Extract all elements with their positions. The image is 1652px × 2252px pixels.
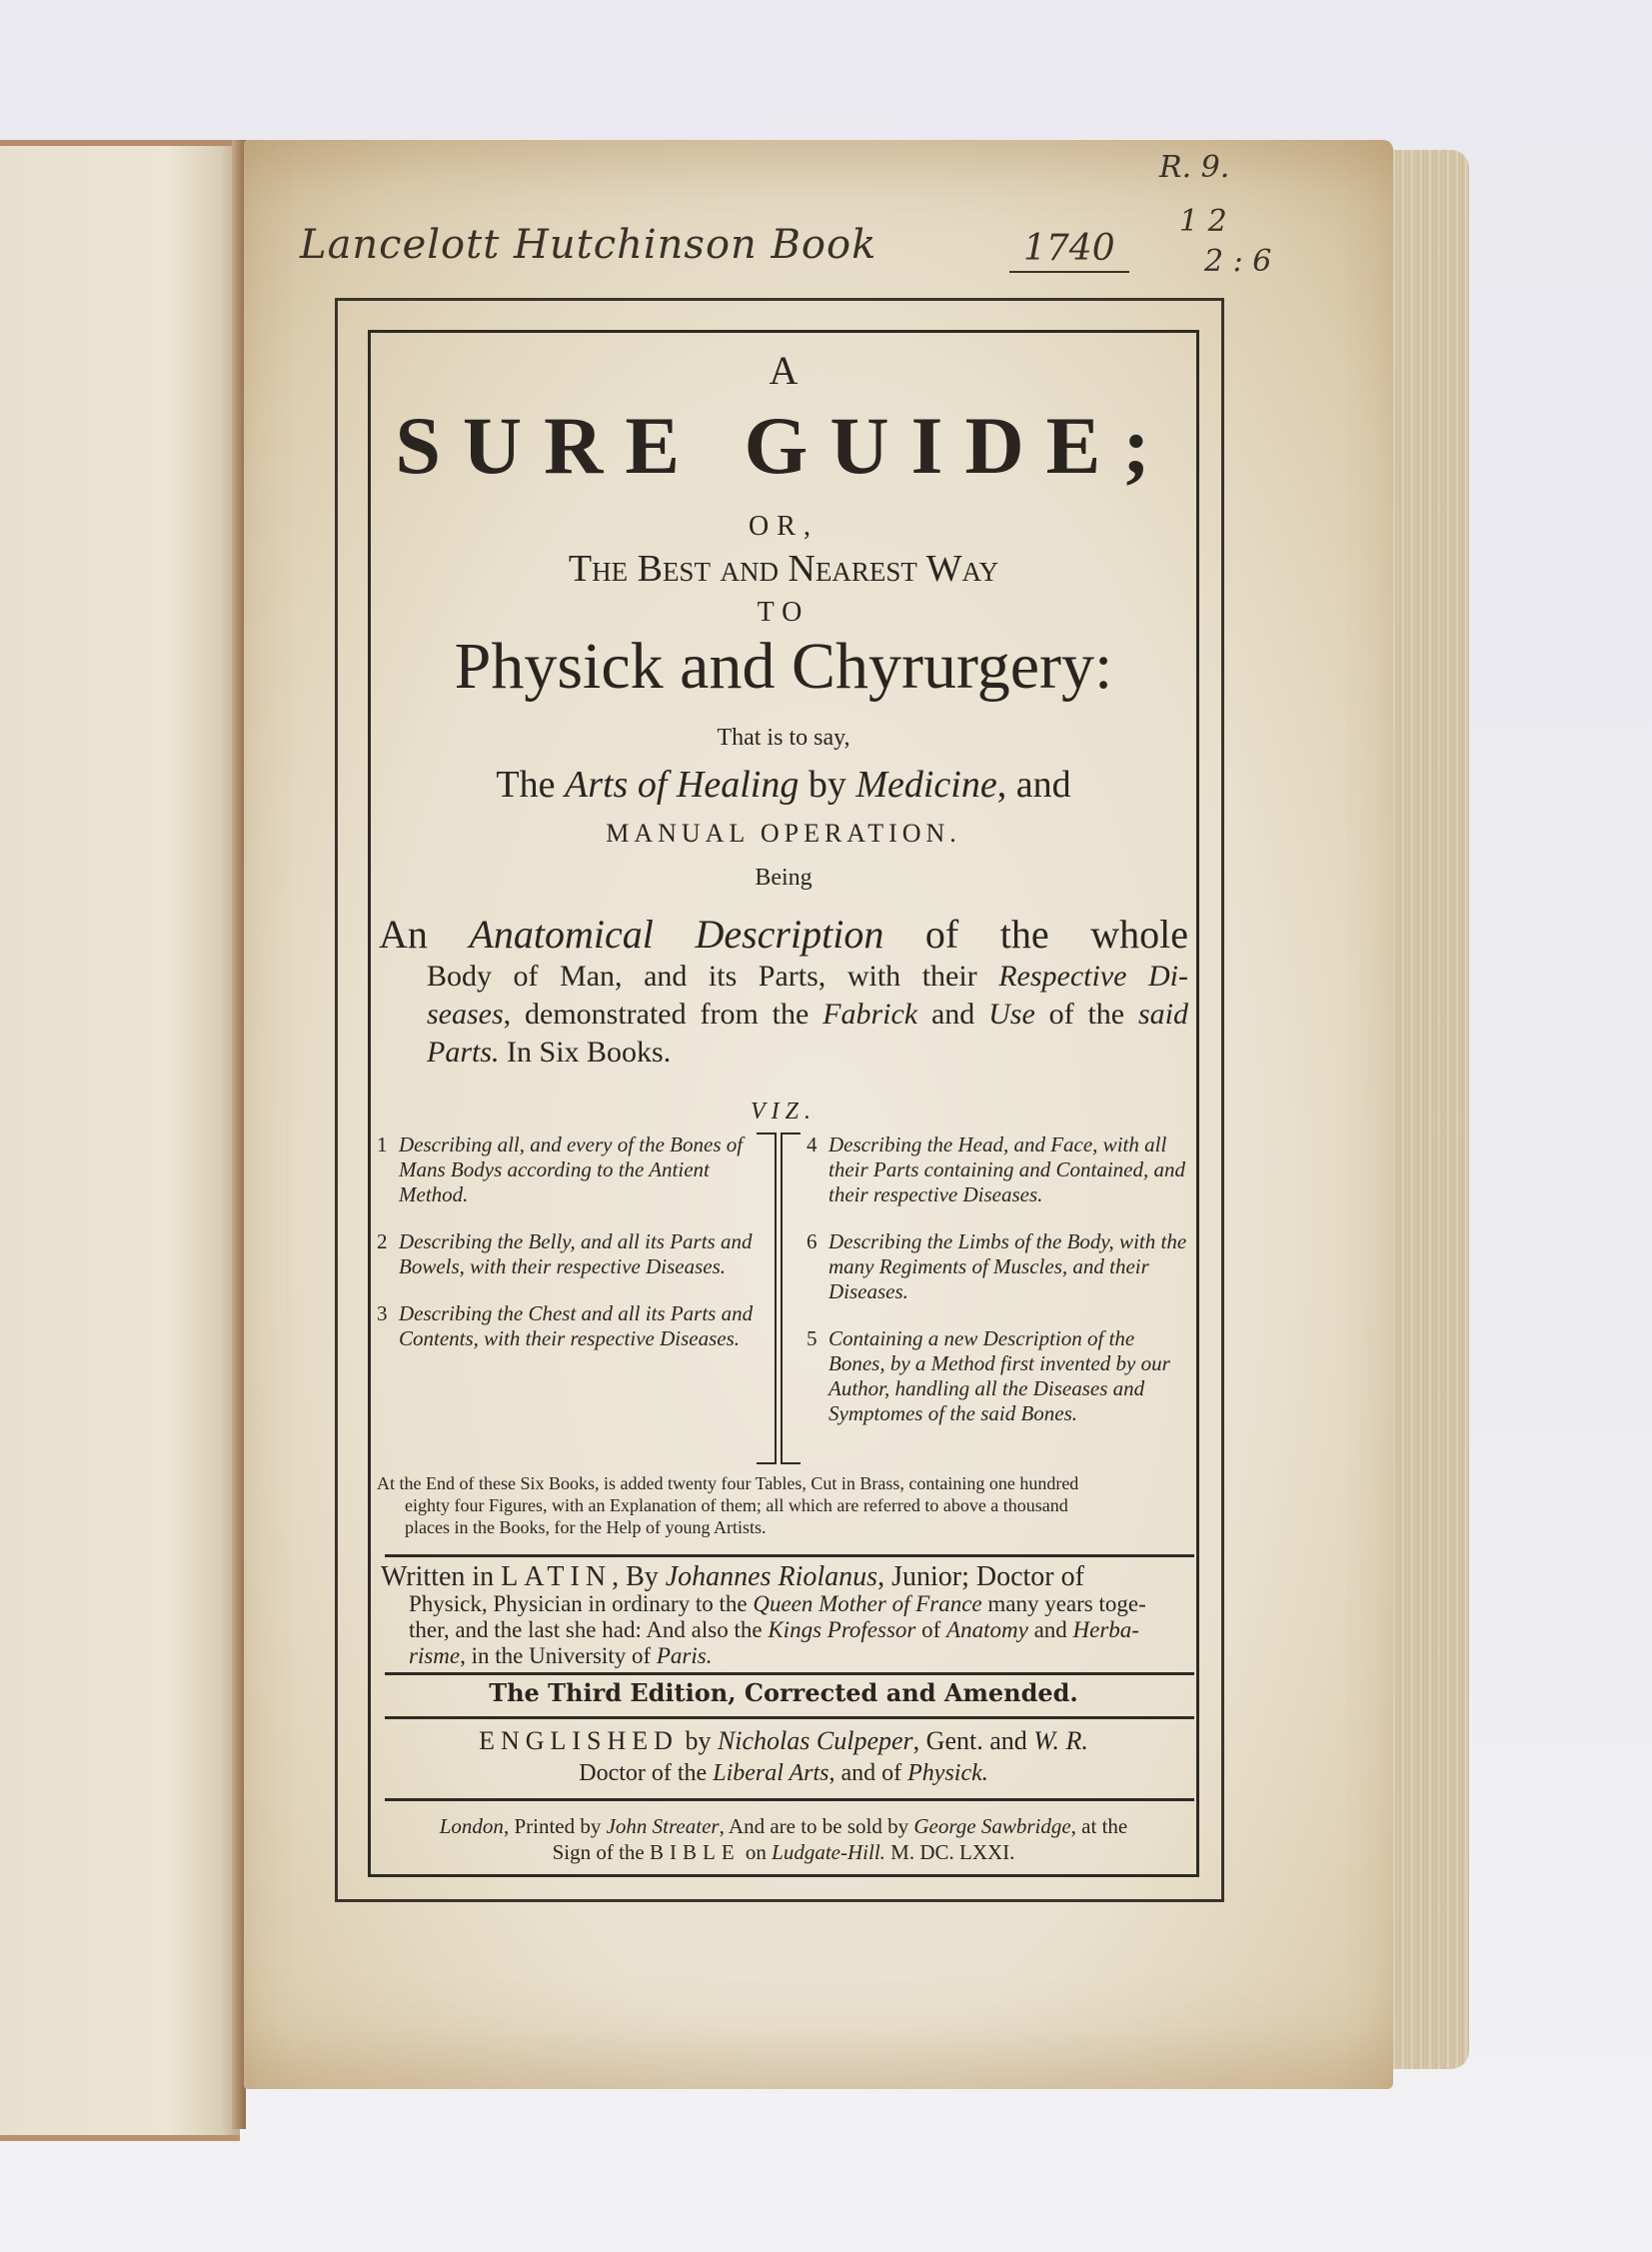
text: Medicine: [855, 764, 997, 806]
text: seases: [427, 998, 504, 1031]
owner-inscription: Lancelott Hutchinson Book: [300, 222, 877, 268]
main-title: SURE GUIDE;: [395, 400, 1172, 491]
text: and: [1027, 1617, 1073, 1642]
text: Herba-: [1072, 1617, 1139, 1642]
title-or: OR,: [749, 511, 819, 542]
text: Ludgate-Hill.: [772, 1840, 885, 1864]
shelfmark: 2 : 6: [1204, 244, 1272, 279]
title-a: A: [769, 348, 799, 393]
inscription-year: 1740: [1009, 228, 1129, 273]
left-page: [0, 140, 240, 2141]
manual-operation: MANUAL OPERATION.: [606, 819, 961, 848]
text: Physick.: [907, 1760, 988, 1786]
divider: [385, 1716, 1194, 1719]
text: Physick, Physician in ordinary to the: [409, 1591, 754, 1616]
subtitle-best-way: The Best and Nearest Way: [568, 548, 999, 590]
text: Anatomical Description: [469, 912, 884, 957]
text: Parts.: [427, 1036, 500, 1069]
book-text: Describing the Chest and all its Parts and Contents, with their respective Diseases.: [399, 1301, 754, 1350]
book-entry: [375, 1301, 755, 1351]
book-number: 1: [377, 1132, 388, 1156]
text: said: [1137, 998, 1188, 1031]
books-column-left: [375, 1132, 755, 1373]
viz: VIZ.: [751, 1099, 817, 1125]
shelfmark: 1 2: [1179, 204, 1227, 239]
text: Written in: [381, 1561, 502, 1592]
divider: [385, 1554, 1194, 1557]
book-number: 4: [807, 1132, 818, 1156]
text: of the: [1034, 998, 1138, 1031]
text: , And are to be sold by: [719, 1814, 914, 1838]
authorship-line: [381, 1561, 1190, 1592]
subtitle-physick: Physick and Chyrurgery:: [454, 630, 1113, 703]
title-to: TO: [757, 597, 811, 628]
text: BIBLE: [650, 1840, 741, 1864]
seller-name: George Sawbridge: [913, 1814, 1071, 1838]
text: risme: [409, 1643, 461, 1668]
text: on: [740, 1840, 773, 1864]
text: , in the University of: [460, 1643, 657, 1668]
text: An: [379, 912, 470, 957]
translator-line: [371, 1760, 1196, 1787]
authorship-line: [381, 1617, 1190, 1643]
text: by: [678, 1726, 718, 1755]
text: Body of Man, and its Parts, with their: [427, 960, 999, 993]
shelfmark: R. 9.: [1159, 150, 1230, 185]
book-text: Describing all, and every of the Bones of Mans Bodys according to the Antient Method.: [399, 1132, 744, 1206]
edition-statement: The Third Edition, Corrected and Amended.: [489, 1678, 1078, 1707]
description: [379, 911, 1188, 1072]
authorship: [381, 1561, 1190, 1669]
text: of: [915, 1617, 947, 1642]
book-number: 3: [377, 1301, 388, 1325]
book-entry: [375, 1132, 755, 1207]
note-line: At the End of these Six Books, is added twenty four Tables, Cut in Brass, containing one hundred: [377, 1473, 1079, 1493]
author-name: Johannes Riolanus: [665, 1561, 878, 1592]
text: Respective Di-: [998, 960, 1188, 993]
text: , demonstrated from the: [503, 998, 824, 1031]
that-is-to-say: That is to say,: [717, 725, 850, 751]
text: Arts of Healing: [565, 764, 800, 806]
book-entry: [375, 1229, 755, 1279]
divider: [385, 1798, 1194, 1801]
text: , at the: [1070, 1814, 1128, 1838]
authorship-line: [381, 1643, 1190, 1669]
books-column-right: [805, 1132, 1194, 1448]
text: and: [917, 998, 989, 1031]
description-line: [379, 911, 1188, 958]
brace-left: [757, 1132, 777, 1464]
text: Anatomy: [946, 1617, 1028, 1642]
text: ENGLISHED: [479, 1726, 679, 1755]
text: LATIN: [501, 1561, 613, 1592]
authorship-line: [381, 1591, 1190, 1617]
text: Paris.: [656, 1643, 713, 1668]
translator-name: Nicholas Culpeper: [717, 1726, 913, 1755]
text: Kings Professor: [768, 1617, 916, 1642]
text: , Gent. and: [912, 1726, 1034, 1755]
text: Fabrick: [823, 998, 918, 1031]
imprint-line: [371, 1840, 1196, 1865]
imprint-line: [371, 1814, 1196, 1839]
book-text: Describing the Head, and Face, with all their Parts containing and Contained, and their respective Diseases.: [828, 1132, 1185, 1206]
divider: [385, 1672, 1194, 1675]
books-list: [375, 1132, 1192, 1462]
description-line: [379, 996, 1188, 1034]
text: , and: [996, 764, 1071, 806]
brace-right: [781, 1132, 801, 1464]
text: The: [496, 764, 565, 806]
book-number: 5: [807, 1326, 818, 1350]
text: Liberal Arts: [713, 1760, 829, 1786]
book-entry: [805, 1229, 1194, 1304]
book-number: 2: [377, 1229, 388, 1253]
text: Doctor of the: [579, 1760, 714, 1786]
note-line: eighty four Figures, with an Explanation of them; all which are referred to above a thousand: [405, 1495, 1068, 1515]
arts-of-healing: [371, 763, 1196, 807]
text: , By: [612, 1561, 666, 1592]
publication-date: M. DC. LXXI.: [884, 1840, 1015, 1864]
text: Sign of the: [552, 1840, 650, 1864]
text: W. R.: [1033, 1726, 1088, 1755]
note-line: places in the Books, for the Help of young Artists.: [405, 1517, 767, 1537]
description-line: [379, 1034, 1188, 1072]
text: many years toge-: [981, 1591, 1146, 1616]
book-text: Containing a new Description of the Bones, by a Method first invented by our Author, handling all the Diseases and Symptomes of the said Bones.: [828, 1326, 1170, 1425]
translator-line: [371, 1726, 1196, 1756]
title-block: [368, 330, 1199, 1877]
text: Queen Mother of France: [753, 1591, 982, 1616]
text: , Printed by: [503, 1814, 607, 1838]
tables-note: [377, 1472, 1190, 1538]
book-entry: [805, 1326, 1194, 1426]
text: London: [439, 1814, 504, 1838]
book-text: Describing the Limbs of the Body, with the many Regiments of Muscles, and their Diseases.: [828, 1229, 1187, 1303]
description-line: [379, 958, 1188, 996]
book-number: 6: [807, 1229, 818, 1253]
text: , and of: [828, 1760, 908, 1786]
text: , Junior; Doctor of: [877, 1561, 1084, 1592]
being: Being: [755, 865, 813, 891]
book-entry: [805, 1132, 1194, 1207]
printer-name: John Streater: [606, 1814, 720, 1838]
text: In Six Books.: [499, 1036, 672, 1069]
text: Use: [988, 998, 1035, 1031]
text: ther, and the last she had: And also the: [409, 1617, 769, 1642]
text: of the whole: [883, 912, 1188, 957]
text: by: [799, 764, 856, 806]
book-text: Describing the Belly, and all its Parts and Bowels, with their respective Diseases.: [399, 1229, 753, 1278]
